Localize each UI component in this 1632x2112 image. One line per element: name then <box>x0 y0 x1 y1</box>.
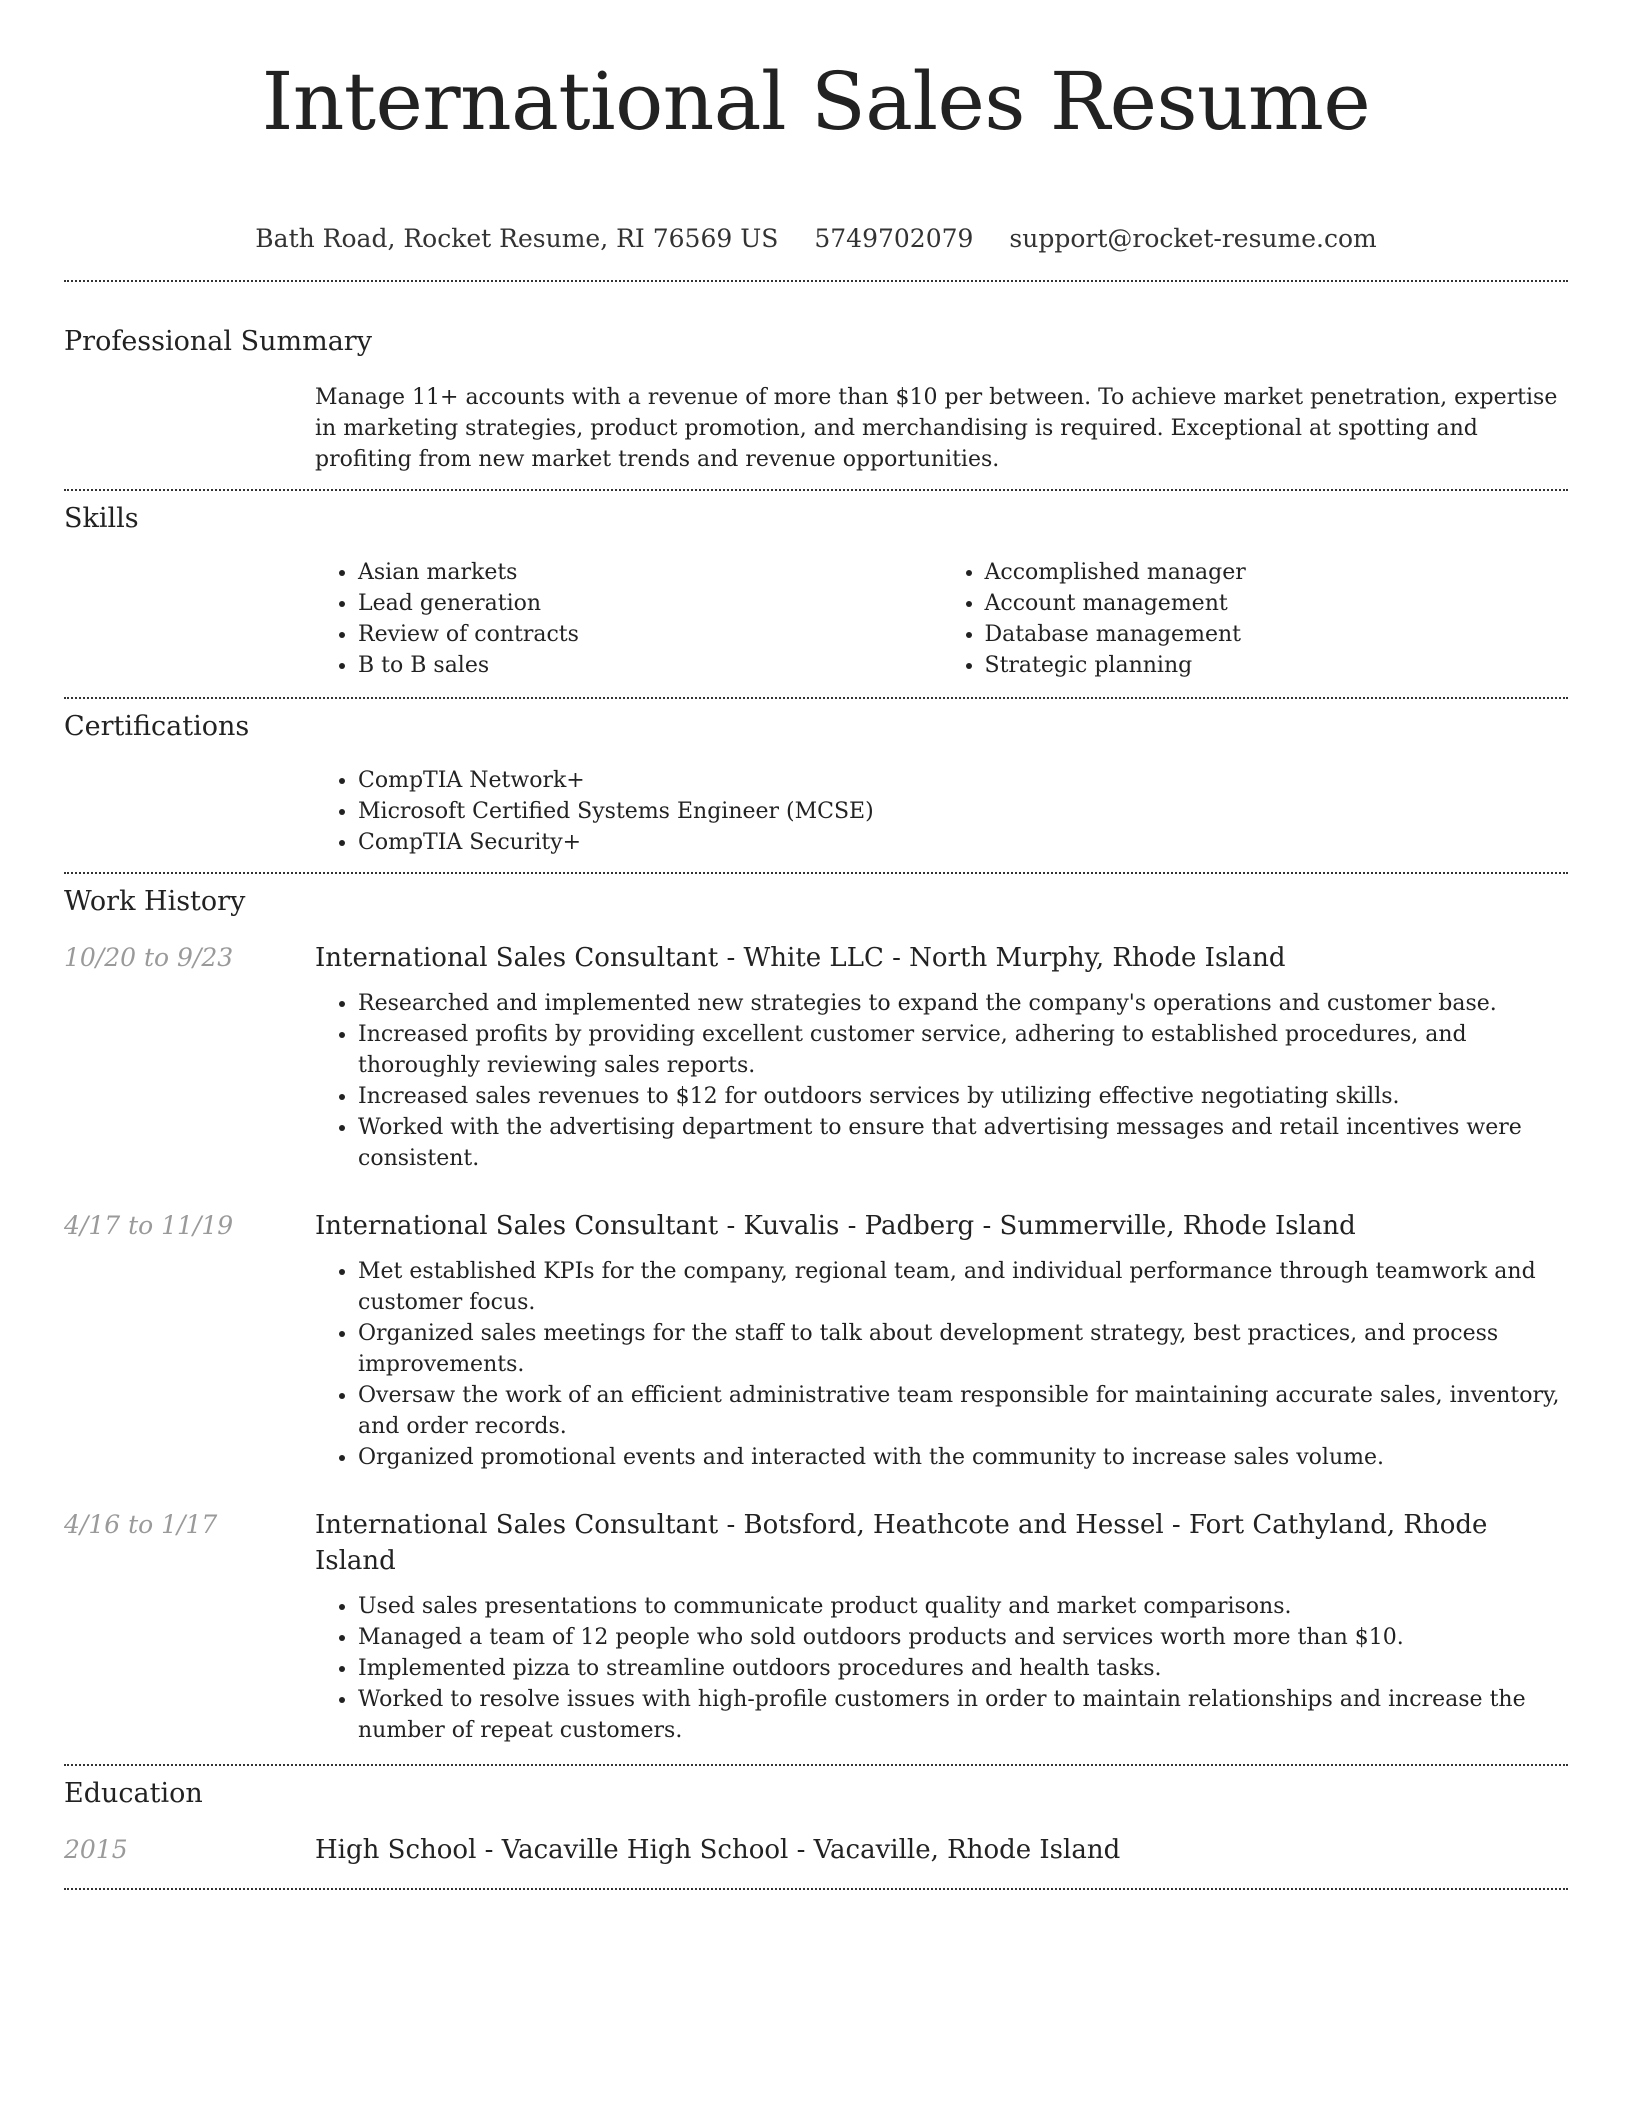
list-item: • B to B sales <box>358 650 942 681</box>
contact-phone: 5749702079 <box>814 224 974 253</box>
list-item: • Met established KPIs for the company, regional team, and individual performance through teamwork and customer focus. <box>358 1256 1568 1318</box>
job-dates: 4/16 to 1/17 <box>64 1510 218 1539</box>
list-item: • Researched and implemented new strategies to expand the company's operations and customer base. <box>358 988 1568 1019</box>
job-details <box>315 1507 1568 1746</box>
list-item: • Oversaw the work of an efficient administrative team responsible for maintaining accurate sales, inventory, and order records. <box>358 1380 1568 1442</box>
list-item: • Account management <box>985 588 1569 619</box>
list-item: • Accomplished manager <box>985 557 1569 588</box>
list-item: • Increased profits by providing excellent customer service, adhering to established procedures, and thoroughly reviewing sales reports. <box>358 1019 1568 1081</box>
section-title: Skills <box>64 503 139 534</box>
skills-columns <box>315 557 1568 697</box>
skills-list-left <box>315 557 942 681</box>
list-item: • Increased sales revenues to $12 for outdoors services by utilizing effective negotiating skills. <box>358 1081 1568 1112</box>
summary-text: Manage 11+ accounts with a revenue of more than $10 per between. To achieve market penetration, expertise in marketing strategies, product promotion, and merchandising is required. Exceptional at spotting and profiting from new market trends and revenue opportunities. <box>315 385 1558 472</box>
section-title: Professional Summary <box>64 326 372 357</box>
job-details <box>315 1208 1568 1473</box>
list-item: • Organized sales meetings for the staff to talk about development strategy, best practices, and process improvements. <box>358 1318 1568 1380</box>
resume-title: International Sales Resume <box>261 55 1371 148</box>
certifications-list <box>315 765 1568 858</box>
section-title: Education <box>64 1778 203 1809</box>
certifications-body <box>315 765 1568 872</box>
list-item: • Worked to resolve issues with high-profile customers in order to maintain relationships and increase the number of repeat customers. <box>358 1684 1568 1746</box>
job-title: International Sales Consultant - Kuvalis - Padberg - Summerville, Rhode Island <box>315 1211 1356 1241</box>
section-title: Work History <box>64 886 246 917</box>
job-bullets <box>315 988 1568 1174</box>
contact-line <box>64 222 1568 256</box>
education-year: 2015 <box>64 1835 128 1864</box>
contact-address: Bath Road, Rocket Resume, RI 76569 US <box>255 224 779 253</box>
list-item: • Worked with the advertising department to ensure that advertising messages and retail incentives were consistent. <box>358 1112 1568 1174</box>
list-item: • Used sales presentations to communicate product quality and market comparisons. <box>358 1591 1568 1622</box>
job-bullets <box>315 1256 1568 1473</box>
job-entry <box>64 1507 1568 1746</box>
education-entry <box>64 1832 1568 1888</box>
list-item: • Organized promotional events and interacted with the community to increase sales volume. <box>358 1442 1568 1473</box>
job-dates: 4/17 to 11/19 <box>64 1211 234 1240</box>
section-work-history <box>64 874 1568 1764</box>
list-item: • Review of contracts <box>358 619 942 650</box>
job-entry <box>64 1208 1568 1473</box>
contact-email: support@rocket-resume.com <box>1009 224 1377 253</box>
job-entry <box>64 940 1568 1174</box>
list-item: • Microsoft Certified Systems Engineer (MCSE) <box>358 796 1568 827</box>
education-title: High School - Vacaville High School - Vacaville, Rhode Island <box>315 1835 1121 1865</box>
education-details <box>315 1832 1568 1868</box>
list-item: • Strategic planning <box>985 650 1569 681</box>
divider <box>64 1888 1568 1890</box>
section-professional-summary <box>64 282 1568 489</box>
section-title: Certifications <box>64 711 250 742</box>
job-title: International Sales Consultant - White LLC - North Murphy, Rhode Island <box>315 943 1286 973</box>
job-details <box>315 940 1568 1174</box>
list-item: • CompTIA Network+ <box>358 765 1568 796</box>
section-education <box>64 1766 1568 1888</box>
job-bullets <box>315 1591 1568 1746</box>
list-item: • Lead generation <box>358 588 942 619</box>
section-skills <box>64 491 1568 697</box>
jobs-list <box>64 940 1568 1764</box>
section-certifications <box>64 699 1568 872</box>
list-item: • Implemented pizza to streamline outdoors procedures and health tasks. <box>358 1653 1568 1684</box>
list-item: • Asian markets <box>358 557 942 588</box>
skills-list-right <box>942 557 1569 681</box>
list-item: • CompTIA Security+ <box>358 827 1568 858</box>
job-title: International Sales Consultant - Botsford, Heathcote and Hessel - Fort Cathyland, Rhode Island <box>315 1510 1488 1576</box>
list-item: • Managed a team of 12 people who sold outdoors products and services worth more than $10. <box>358 1622 1568 1653</box>
list-item: • Database management <box>985 619 1569 650</box>
job-dates: 10/20 to 9/23 <box>64 943 234 972</box>
